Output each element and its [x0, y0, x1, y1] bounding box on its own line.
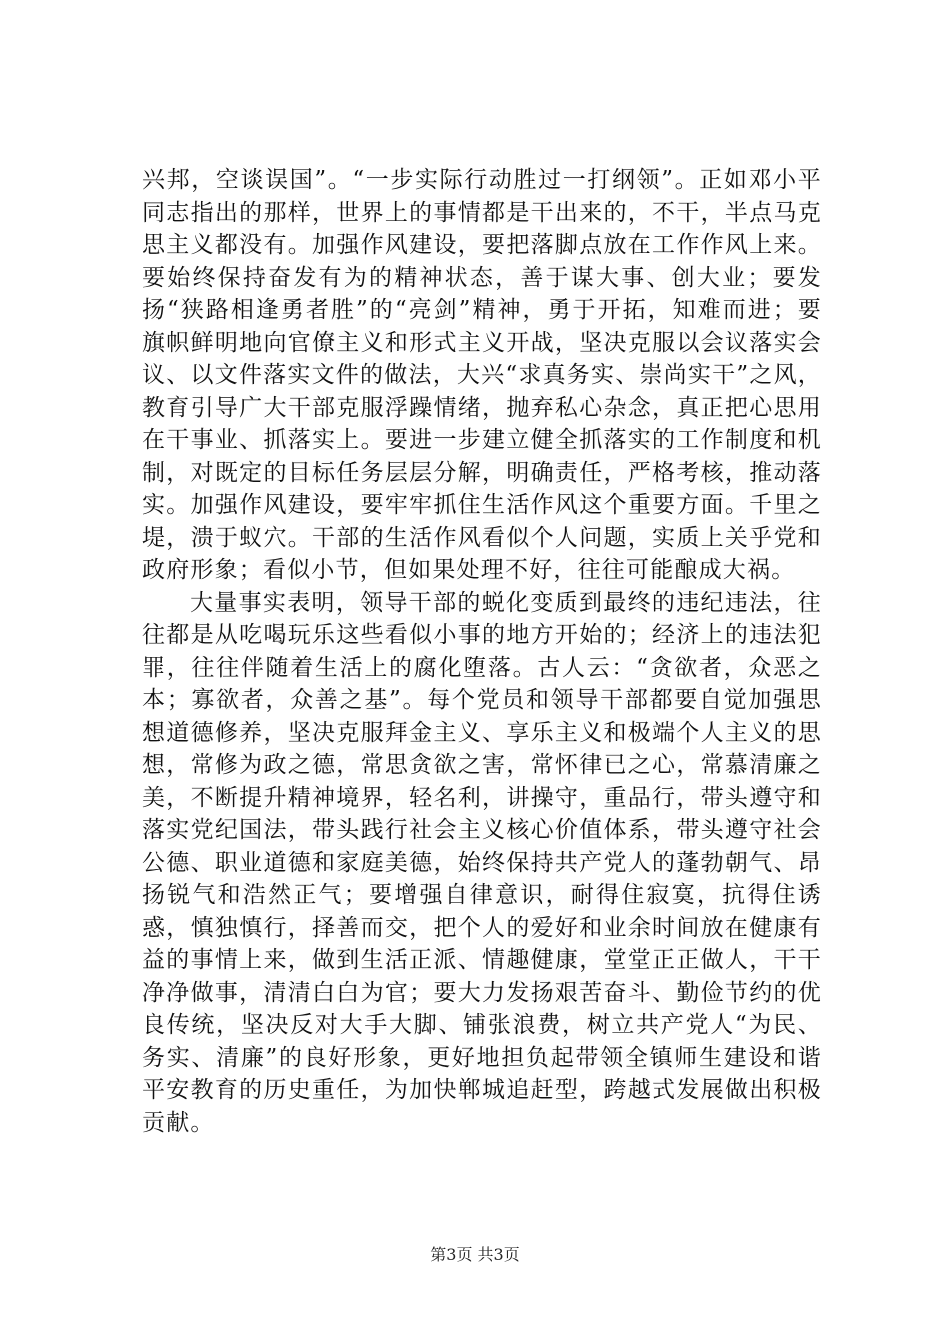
paragraph-2: 大量事实表明，领导干部的蜕化变质到最终的违纪违法，往往都是从吃喝玩乐这些看似小事的地方开始的；经济上的违法犯罪，往往伴随着生活上的腐化堕落。古人云：“贪欲者，众恶之本；寡欲者，众善之基”。每个党员和领导干部都要自觉加强思想道德修养，坚决克服拜金主义、享乐主义和极端个人主义的思想，常修为政之德，常思贪欲之害，常怀律已之心，常慕清廉之美，不断提升精神境界，轻名利，讲操守，重品行，带头遵守和落实党纪国法，带头践行社会主义核心价值体系，带头遵守社会公德、职业道德和家庭美德，始终保持共产党人的蓬勃朝气、昂扬锐气和浩然正气；要增强自律意识，耐得住寂寞，抗得住诱惑，慎独慎行，择善而交，把个人的爱好和业余时间放在健康有益的事情上来，做到生活正派、情趣健康，堂堂正正做人，干干净净做事，清清白白为官；要大力发扬艰苦奋斗、勤俭节约的优良传统，坚决反对大手大脚、铺张浪费，树立共产党人“为民、务实、清廉”的良好形象，更好地担负起带领全镇师生建设和谐平安教育的历史重任，为加快郸城追赶型，跨越式发展做出积极贡献。: [142, 589, 822, 1136]
paragraph-1: 兴邦，空谈误国”。“一步实际行动胜过一打纲领”。正如邓小平同志指出的那样，世界上的事情都是干出来的，不干，半点马克思主义都没有。加强作风建设，要把落脚点放在工作作风上来。要始终保持奋发有为的精神状态，善于谋大事、创大业；要发扬“狭路相逢勇者胜”的“亮剑”精神，勇于开拓，知难而进；要旗帜鲜明地向官僚主义和形式主义开战，坚决克服以会议落实会议、以文件落实文件的做法，大兴“求真务实、崇尚实干”之风，教育引导广大干部克服浮躁情绪，抛弃私心杂念，真正把心思用在干事业、抓落实上。要进一步建立健全抓落实的工作制度和机制，对既定的目标任务层层分解，明确责任，严格考核，推动落实。加强作风建设，要牢牢抓住生活作风这个重要方面。千里之堤，溃于蚁穴。干部的生活作风看似个人问题，实质上关乎党和政府形象；看似小节，但如果处理不好，往往可能酿成大祸。: [142, 167, 822, 583]
document-body: [142, 164, 822, 1139]
page-footer: 第3页 共3页: [430, 1245, 520, 1264]
